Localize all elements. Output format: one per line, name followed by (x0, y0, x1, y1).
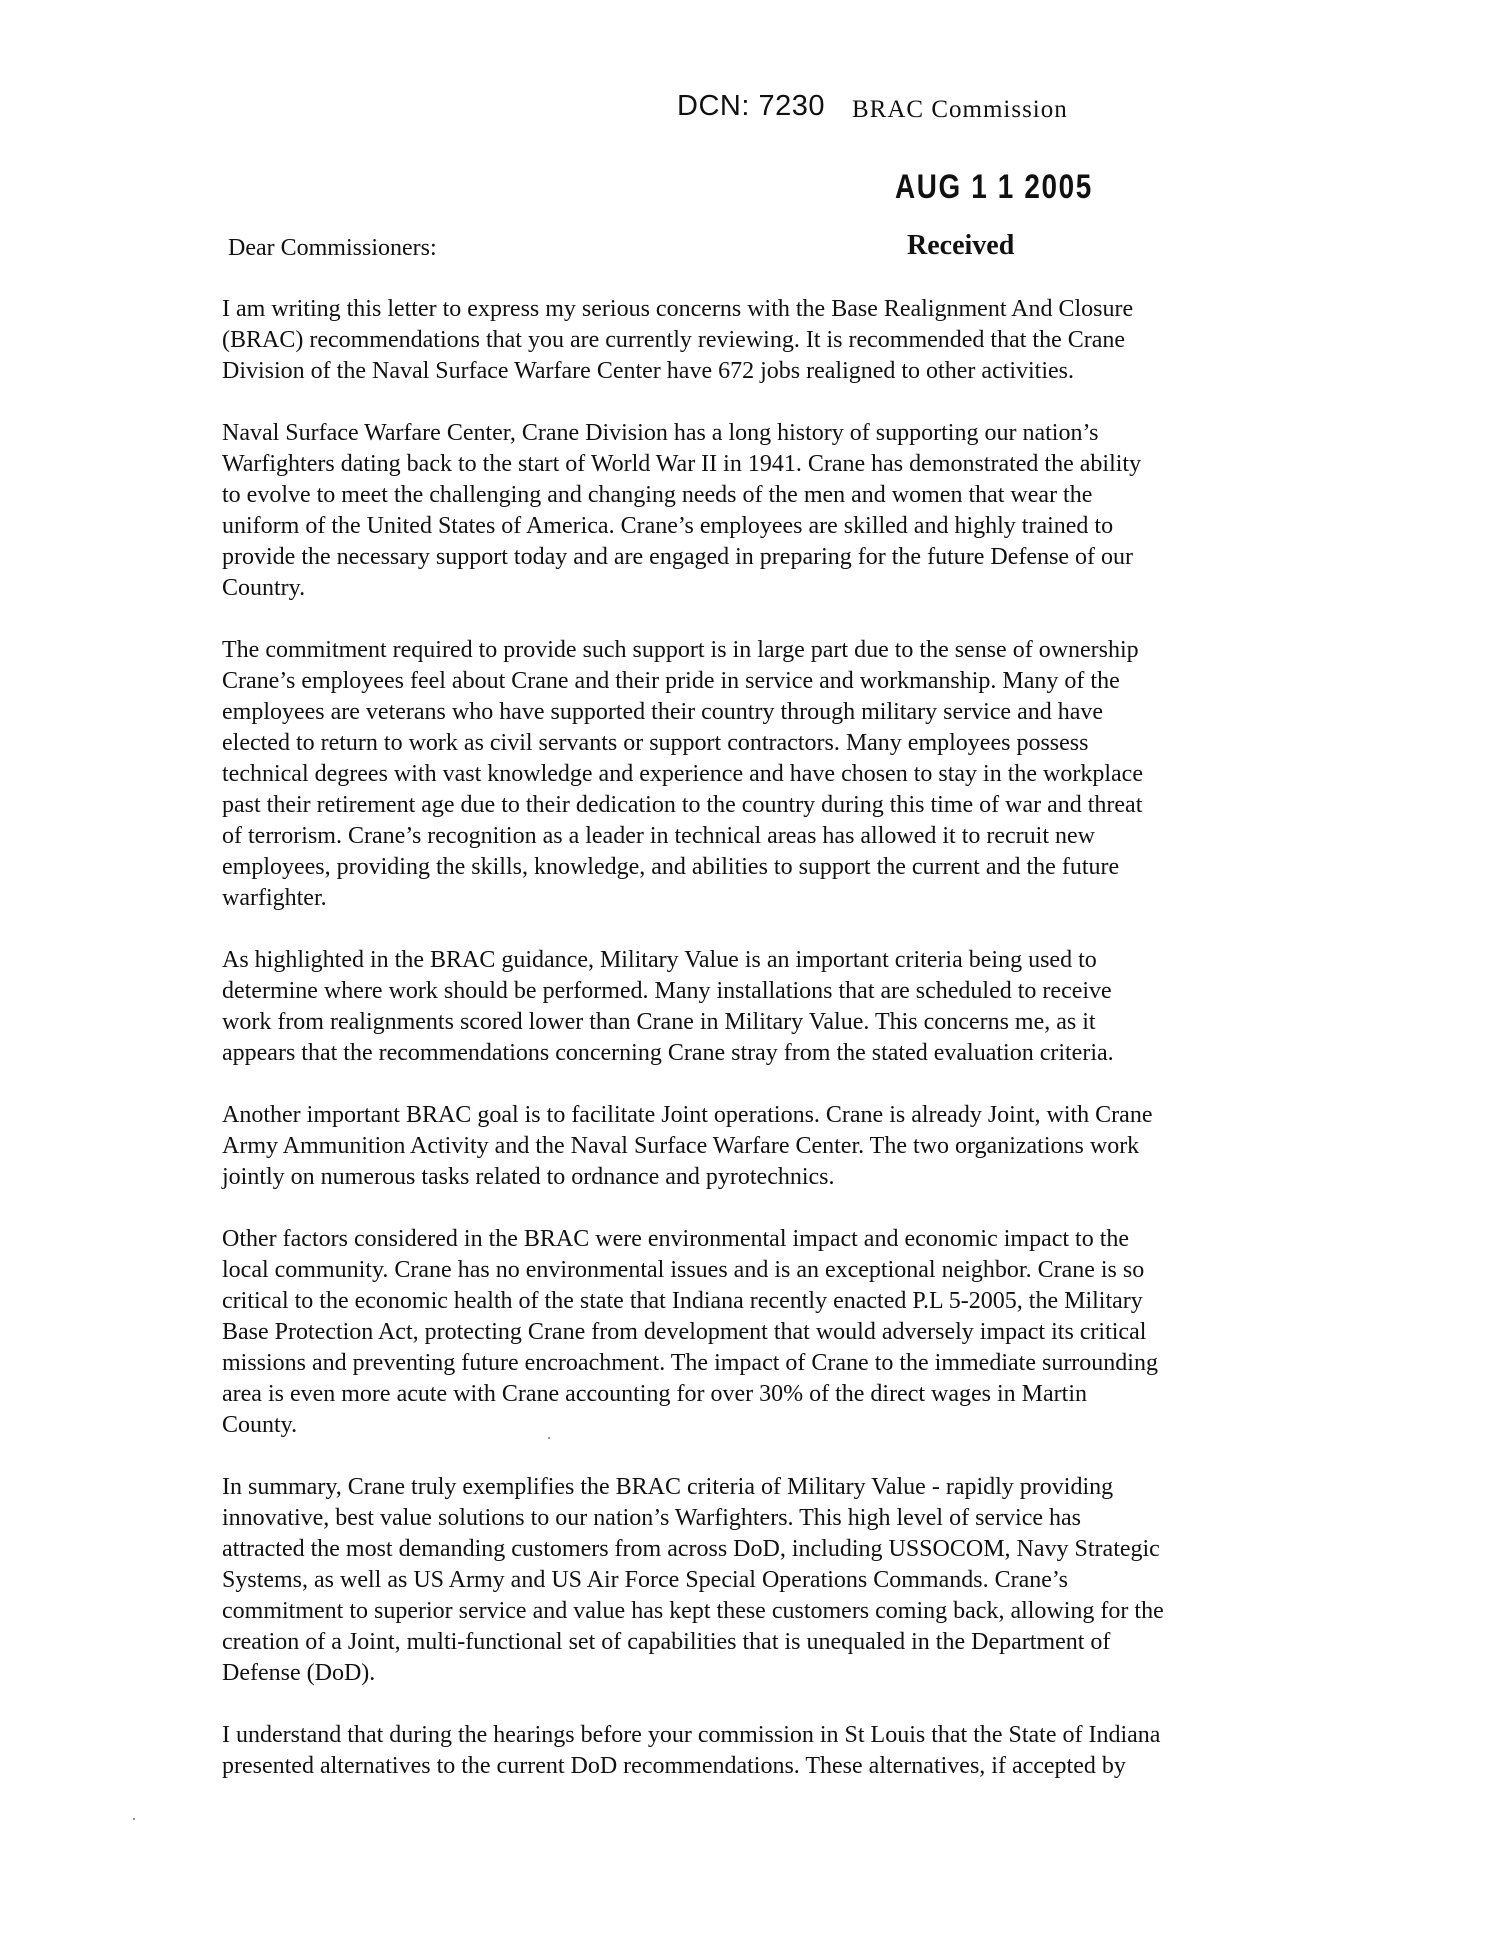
paragraph-line: Division of the Naval Surface Warfare Center have 672 jobs realigned to other activities. (222, 358, 1074, 384)
paragraph-line: provide the necessary support today and are engaged in preparing for the future Defense of our (222, 544, 1133, 570)
paragraph-line: Other factors considered in the BRAC were environmental impact and economic impact to the (222, 1226, 1130, 1252)
paragraph-line: employees are veterans who have supported their country through military service and have (222, 699, 1104, 725)
paragraph-line: Systems, as well as US Army and US Air Force Special Operations Commands. Crane’s (222, 1567, 1068, 1593)
received-stamp-organization: BRAC Commission (852, 96, 1068, 123)
paragraph-line: local community. Crane has no environmental issues and is an exceptional neighbor. Crane is so (222, 1257, 1145, 1283)
paragraph-line: Crane’s employees feel about Crane and their pride in service and workmanship. Many of the (222, 668, 1120, 694)
paragraph-line: area is even more acute with Crane accounting for over 30% of the direct wages in Martin (222, 1381, 1087, 1407)
paragraph-line: Base Protection Act, protecting Crane from development that would adversely impact its critical (222, 1319, 1147, 1345)
letter-paragraph (222, 635, 1302, 914)
document-control-number: DCN: 7230 (677, 90, 825, 122)
salutation: Dear Commissioners: (228, 235, 437, 261)
paragraph-line: attracted the most demanding customers from across DoD, including USSOCOM, Navy Strategic (222, 1536, 1160, 1562)
paragraph-line: appears that the recommendations concerning Crane stray from the stated evaluation criteria. (222, 1040, 1114, 1066)
paragraph-line: presented alternatives to the current DoD recommendations. These alternatives, if accepted by (222, 1753, 1126, 1779)
letter-body (222, 294, 1302, 1813)
paragraph-line: jointly on numerous tasks related to ordnance and pyrotechnics. (222, 1164, 835, 1190)
paragraph-line: innovative, best value solutions to our nation’s Warfighters. This high level of service has (222, 1505, 1082, 1531)
letter-paragraph (222, 1720, 1302, 1782)
paragraph-line: Defense (DoD). (222, 1660, 376, 1686)
paragraph-line: Warfighters dating back to the start of World War II in 1941. Crane has demonstrated the ability (222, 451, 1142, 477)
letter-paragraph (222, 945, 1302, 1069)
paragraph-line: County. (222, 1412, 298, 1438)
paragraph-line: creation of a Joint, multi-functional set of capabilities that is unequaled in the Department of (222, 1629, 1111, 1655)
paragraph-line: (BRAC) recommendations that you are currently reviewing. It is recommended that the Crane (222, 327, 1126, 353)
received-stamp-label: Received (907, 230, 1015, 261)
paragraph-line: Army Ammunition Activity and the Naval Surface Warfare Center. The two organizations work (222, 1133, 1140, 1159)
paragraph-line: to evolve to meet the challenging and changing needs of the men and women that wear the (222, 482, 1093, 508)
paragraph-line: As highlighted in the BRAC guidance, Military Value is an important criteria being used to (222, 947, 1097, 973)
paragraph-line: Country. (222, 575, 306, 601)
paragraph-line: Another important BRAC goal is to facilitate Joint operations. Crane is already Joint, with Crane (222, 1102, 1153, 1128)
paragraph-line: critical to the economic health of the state that Indiana recently enacted P.L 5-2005, the Military (222, 1288, 1143, 1314)
letter-paragraph (222, 294, 1302, 387)
paragraph-line: I am writing this letter to express my serious concerns with the Base Realignment And Closure (222, 296, 1134, 322)
letter-paragraph (222, 1100, 1302, 1193)
paragraph-line: commitment to superior service and value has kept these customers coming back, allowing for the (222, 1598, 1164, 1624)
paragraph-line: uniform of the United States of America. Crane’s employees are skilled and highly trained to (222, 513, 1114, 539)
paragraph-line: In summary, Crane truly exemplifies the BRAC criteria of Military Value - rapidly providing (222, 1474, 1114, 1500)
received-stamp-date: AUG 1 1 2005 (895, 168, 1093, 206)
scan-speck (133, 1818, 135, 1820)
paragraph-line: of terrorism. Crane’s recognition as a leader in technical areas has allowed it to recruit new (222, 823, 1095, 849)
letter-paragraph (222, 1224, 1302, 1441)
paragraph-line: past their retirement age due to their dedication to the country during this time of war and threat (222, 792, 1143, 818)
letter-paragraph (222, 1472, 1302, 1689)
paragraph-line: technical degrees with vast knowledge and experience and have chosen to stay in the workplace (222, 761, 1143, 787)
paragraph-line: work from realignments scored lower than Crane in Military Value. This concerns me, as it (222, 1009, 1096, 1035)
paragraph-line: I understand that during the hearings before your commission in St Louis that the State of Indiana (222, 1722, 1161, 1748)
scan-speck (548, 1437, 550, 1439)
paragraph-line: determine where work should be performed. Many installations that are scheduled to receive (222, 978, 1112, 1004)
paragraph-line: elected to return to work as civil servants or support contractors. Many employees possess (222, 730, 1089, 756)
paragraph-line: Naval Surface Warfare Center, Crane Division has a long history of supporting our nation’s (222, 420, 1099, 446)
paragraph-line: employees, providing the skills, knowledge, and abilities to support the current and the future (222, 854, 1120, 880)
paragraph-line: The commitment required to provide such support is in large part due to the sense of ownership (222, 637, 1139, 663)
paragraph-line: missions and preventing future encroachment. The impact of Crane to the immediate surrounding (222, 1350, 1158, 1376)
letter-paragraph (222, 418, 1302, 604)
paragraph-line: warfighter. (222, 885, 327, 911)
